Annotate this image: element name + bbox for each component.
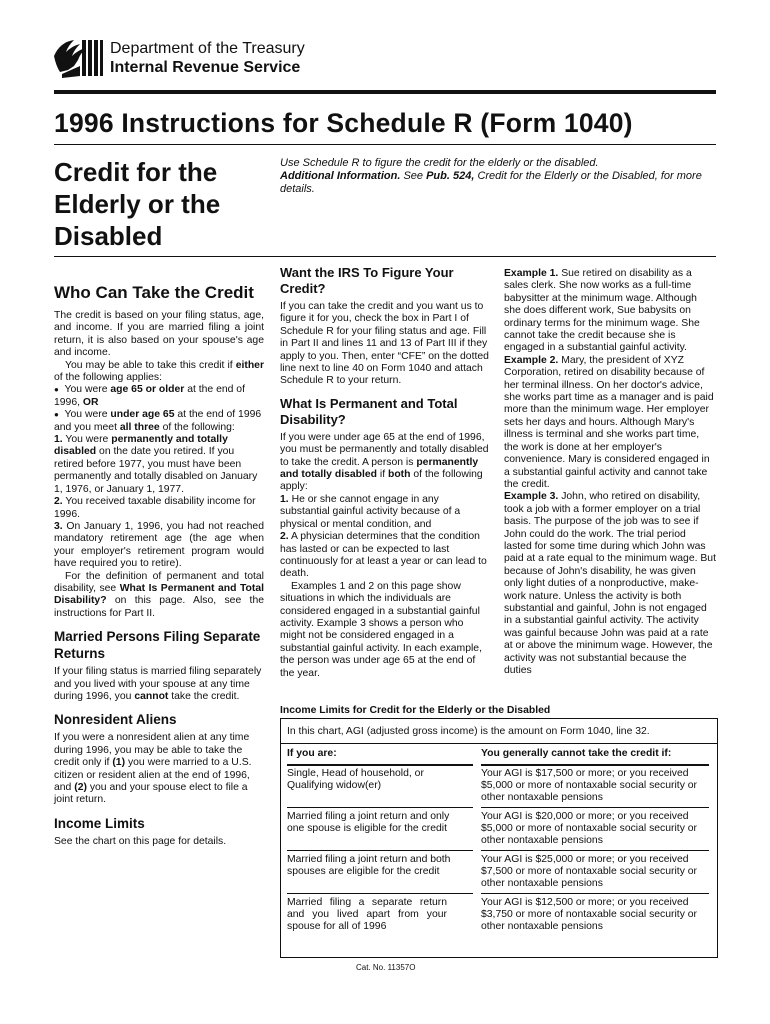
additional-info-label: Additional Information. — [280, 170, 401, 182]
section-title-line: Credit for the — [54, 157, 218, 187]
emphasis: either — [235, 359, 264, 371]
table-note: In this chart, AGI (adjusted gross income) is the amount on Form 1040, line 32. — [287, 726, 650, 737]
table-rule — [287, 850, 473, 851]
column-header-limits: You generally cannot take the credit if: — [481, 748, 672, 759]
text: For the definition of permanent and total disability, see — [54, 570, 264, 594]
emphasis: both — [387, 469, 411, 481]
numbered-item — [280, 531, 490, 581]
text: He or she cannot engage in any substantial gainful activity because of a physical or mental condition, and — [280, 493, 461, 530]
text: take the credit. — [171, 690, 240, 702]
department-name: Department of the Treasury — [110, 40, 305, 57]
item-number: 2. — [280, 531, 289, 543]
income-limits-table — [280, 718, 718, 958]
text: Mary, the president of XYZ Corporation, retired on disability because of her terminal illness. On her doctor's advice, she works part time as a manager and is paid more than the minimum wage. Her employer sets her days and hours. Although Mary's illness is terminal and she works part time, the work is done at her employer's convenience. Mary is considered engaged in a substantial gainful activity and cannot take the credit. — [504, 354, 714, 490]
text: on the date you retired. If you retired before 1977, you must have been permanently and totally disabled on January 1, 1976, or January 1, 1977. — [54, 446, 258, 495]
emphasis: age 65 or older — [110, 384, 185, 396]
text: If you were a nonresident alien at any time during 1996, you may be able to take the credit only if — [54, 732, 250, 769]
column-header-filing-status: If you are: — [287, 748, 337, 759]
additional-info — [280, 170, 720, 196]
numbered-item — [54, 521, 264, 571]
table-rule — [287, 764, 473, 766]
title-rule — [54, 144, 716, 145]
emphasis: under age 65 — [110, 409, 175, 421]
section-title-line: Disabled — [54, 221, 163, 251]
column-middle — [280, 265, 490, 680]
publication-link: Pub. 524, — [426, 170, 475, 182]
text: You were — [64, 409, 108, 421]
bullet-item — [54, 384, 264, 409]
married-separate-heading: Married Persons Filing Separate Returns — [54, 629, 261, 662]
text: of the following: — [162, 421, 235, 433]
irs-figure-credit-heading: Want the IRS To Figure Your Credit? — [280, 265, 454, 296]
numbered-item — [280, 494, 490, 531]
table-rule — [287, 807, 473, 808]
item-number: 2. — [54, 496, 63, 508]
chart-title: Income Limits for Credit for the Elderly or the Disabled — [280, 705, 551, 716]
example-3 — [504, 491, 716, 677]
additional-info-text: Credit for the Elderly or the Disabled, for more details. — [280, 170, 702, 195]
paragraph: The credit is based on your filing status, age, and income. If you are married filing a joint return, it is also based on your spouse's age and income. — [54, 310, 264, 359]
text: you and your spouse elect to file a joint return. — [54, 782, 248, 806]
text: John, who retired on disability, took a job with a former employer on a trial basis. The purpose of the job was to see if John could do the work. The trial period lasted for some time during which John was paid at a rate equal to the minimum wage. But because of John's disability, he was given only light duties of a nonproductive, make-work nature. Unless the activity is both substantial and gainful, John is not engaged in a substantial gainful activity. The activity was gainful because John was paid at a rate at or above the minimum wage. However, the activity was not substantial because the duties — [504, 491, 716, 676]
paragraph — [54, 666, 264, 703]
emphasis: permanently and totally disabled — [54, 434, 228, 458]
text: Sue retired on disability as a sales clerk. She now works as a full-time babysitter at the minimum wage. Although she does different work, Sue babysits on ordinary terms for the minimum wage. She cannot take the credit because she is engaged in a substantial gainful activity. — [504, 268, 700, 354]
item-number: 1. — [54, 434, 63, 446]
header-rule — [54, 90, 716, 94]
column-left — [54, 282, 264, 848]
income-limits-heading: Income Limits — [54, 815, 145, 831]
nonresident-aliens-heading: Nonresident Aliens — [54, 712, 177, 728]
intro-text — [280, 157, 720, 196]
cross-reference: What Is Permanent and Total Disability? — [54, 582, 264, 607]
item-number: 1. — [280, 493, 289, 505]
paragraph — [54, 732, 264, 806]
table-rule — [281, 743, 717, 744]
table-rule — [481, 807, 709, 808]
section-title-line: Elderly or the — [54, 189, 221, 219]
table-cell: Your AGI is $17,500 or more; or you received $5,000 or more of nontaxable social security or other nontaxable pensions — [481, 768, 698, 803]
section-rule — [54, 256, 716, 257]
catalog-number: Cat. No. 11357O — [356, 963, 416, 972]
text: if — [379, 469, 386, 481]
text: of the following apply: — [280, 469, 483, 493]
example-label: Example 3. — [504, 491, 559, 503]
section-title — [54, 156, 264, 252]
emphasis: (1) — [112, 757, 126, 769]
emphasis: OR — [82, 396, 99, 408]
table-rule — [481, 893, 709, 894]
example-2 — [504, 355, 716, 491]
text: You may be able to take this credit if — [65, 359, 233, 371]
text: On January 1, 1996, you had not reached mandatory retirement age (the age when your employer's retirement program would have required you to retire). — [54, 520, 264, 570]
text: at the end of 1996, — [54, 384, 245, 408]
text: You received taxable disability income for 1996. — [54, 496, 256, 520]
table-rule — [481, 764, 709, 766]
table-rule — [481, 850, 709, 851]
table-cell: Your AGI is $12,500 or more; or you received $3,750 or more of nontaxable social security or other nontaxable pensions — [481, 897, 698, 932]
paragraph: If you can take the credit and you want us to figure it for you, check the box in Part I of Schedule R for your filing status and age. Fill in Part II and lines 11 and 13 of Part III if they apply to you. Then, enter “CFE” on the dotted line next to line 40 on Form 1040 and attach Schedule R to your return. — [280, 301, 489, 387]
emphasis: all three — [119, 421, 160, 433]
text: You were — [65, 434, 109, 446]
table-cell: Your AGI is $25,000 or more; or you received $7,500 or more of nontaxable social security or other nontaxable pensions — [481, 854, 698, 889]
text: you were married to a U.S. citizen or resident alien at the end of 1996, and — [54, 757, 252, 793]
agency-name: Internal Revenue Service — [110, 59, 301, 76]
text: A physician determines that the condition has lasted or can be expected to last continuously for at least a year or can lead to death. — [280, 531, 487, 580]
example-1 — [504, 268, 716, 355]
additional-info-text: See — [403, 170, 424, 182]
who-can-take-heading: Who Can Take the Credit — [54, 283, 254, 302]
example-label: Example 1. — [504, 268, 559, 279]
numbered-item — [54, 434, 264, 496]
emphasis: cannot — [134, 690, 169, 702]
table-cell: Married filing a joint return and only one spouse is eligible for the credit — [287, 811, 450, 834]
emphasis: (2) — [74, 782, 87, 793]
paragraph: See the chart on this page for details. — [54, 835, 227, 847]
permanent-disability-heading: What Is Permanent and Total Disability? — [280, 395, 458, 427]
page-title: 1996 Instructions for Schedule R (Form 1040) — [54, 108, 633, 138]
text: You were — [64, 384, 108, 396]
paragraph: Examples 1 and 2 on this page show situations in which the individuals are considered engaged in a substantial gainful activity. Example 3 shows a person who might not be considered engaged in a substantial gainful activity. In each example, the person was under age 65 at the end of the year. — [280, 580, 482, 679]
table-cell: Married filing a joint return and both spouses are eligible for the credit — [287, 854, 451, 877]
item-number: 3. — [54, 520, 63, 532]
bullet-item — [54, 409, 264, 434]
paragraph — [54, 571, 264, 621]
numbered-item — [54, 496, 264, 521]
table-cell: Single, Head of household, or Qualifying widow(er) — [287, 768, 424, 791]
text: If you were under age 65 at the end of 1996, you must be permanently and totally disabled to take the credit. A person is — [280, 431, 489, 468]
paragraph — [280, 432, 490, 494]
table-cell: Married filing a separate return and you lived apart from your spouse for all of 1996 — [287, 897, 447, 932]
intro-line: Use Schedule R to figure the credit for the elderly or the disabled. — [280, 157, 599, 169]
text: at the end of 1996 and you meet — [54, 409, 262, 433]
paragraph — [54, 360, 264, 385]
text: If your filing status is married filing separately and you lived with your spouse at any time during 1996, you — [54, 666, 262, 702]
table-rule — [287, 893, 473, 894]
table-cell: Your AGI is $20,000 or more; or you received $5,000 or more of nontaxable social security or other nontaxable pensions — [481, 811, 698, 846]
text: of the following applies: — [54, 372, 163, 384]
irs-eagle-logo — [52, 36, 104, 80]
column-right — [504, 268, 716, 677]
example-label: Example 2. — [504, 354, 559, 366]
text: on this page. Also, see the instructions for Part II. — [54, 595, 265, 619]
emphasis: permanently and totally disabled — [280, 456, 479, 481]
